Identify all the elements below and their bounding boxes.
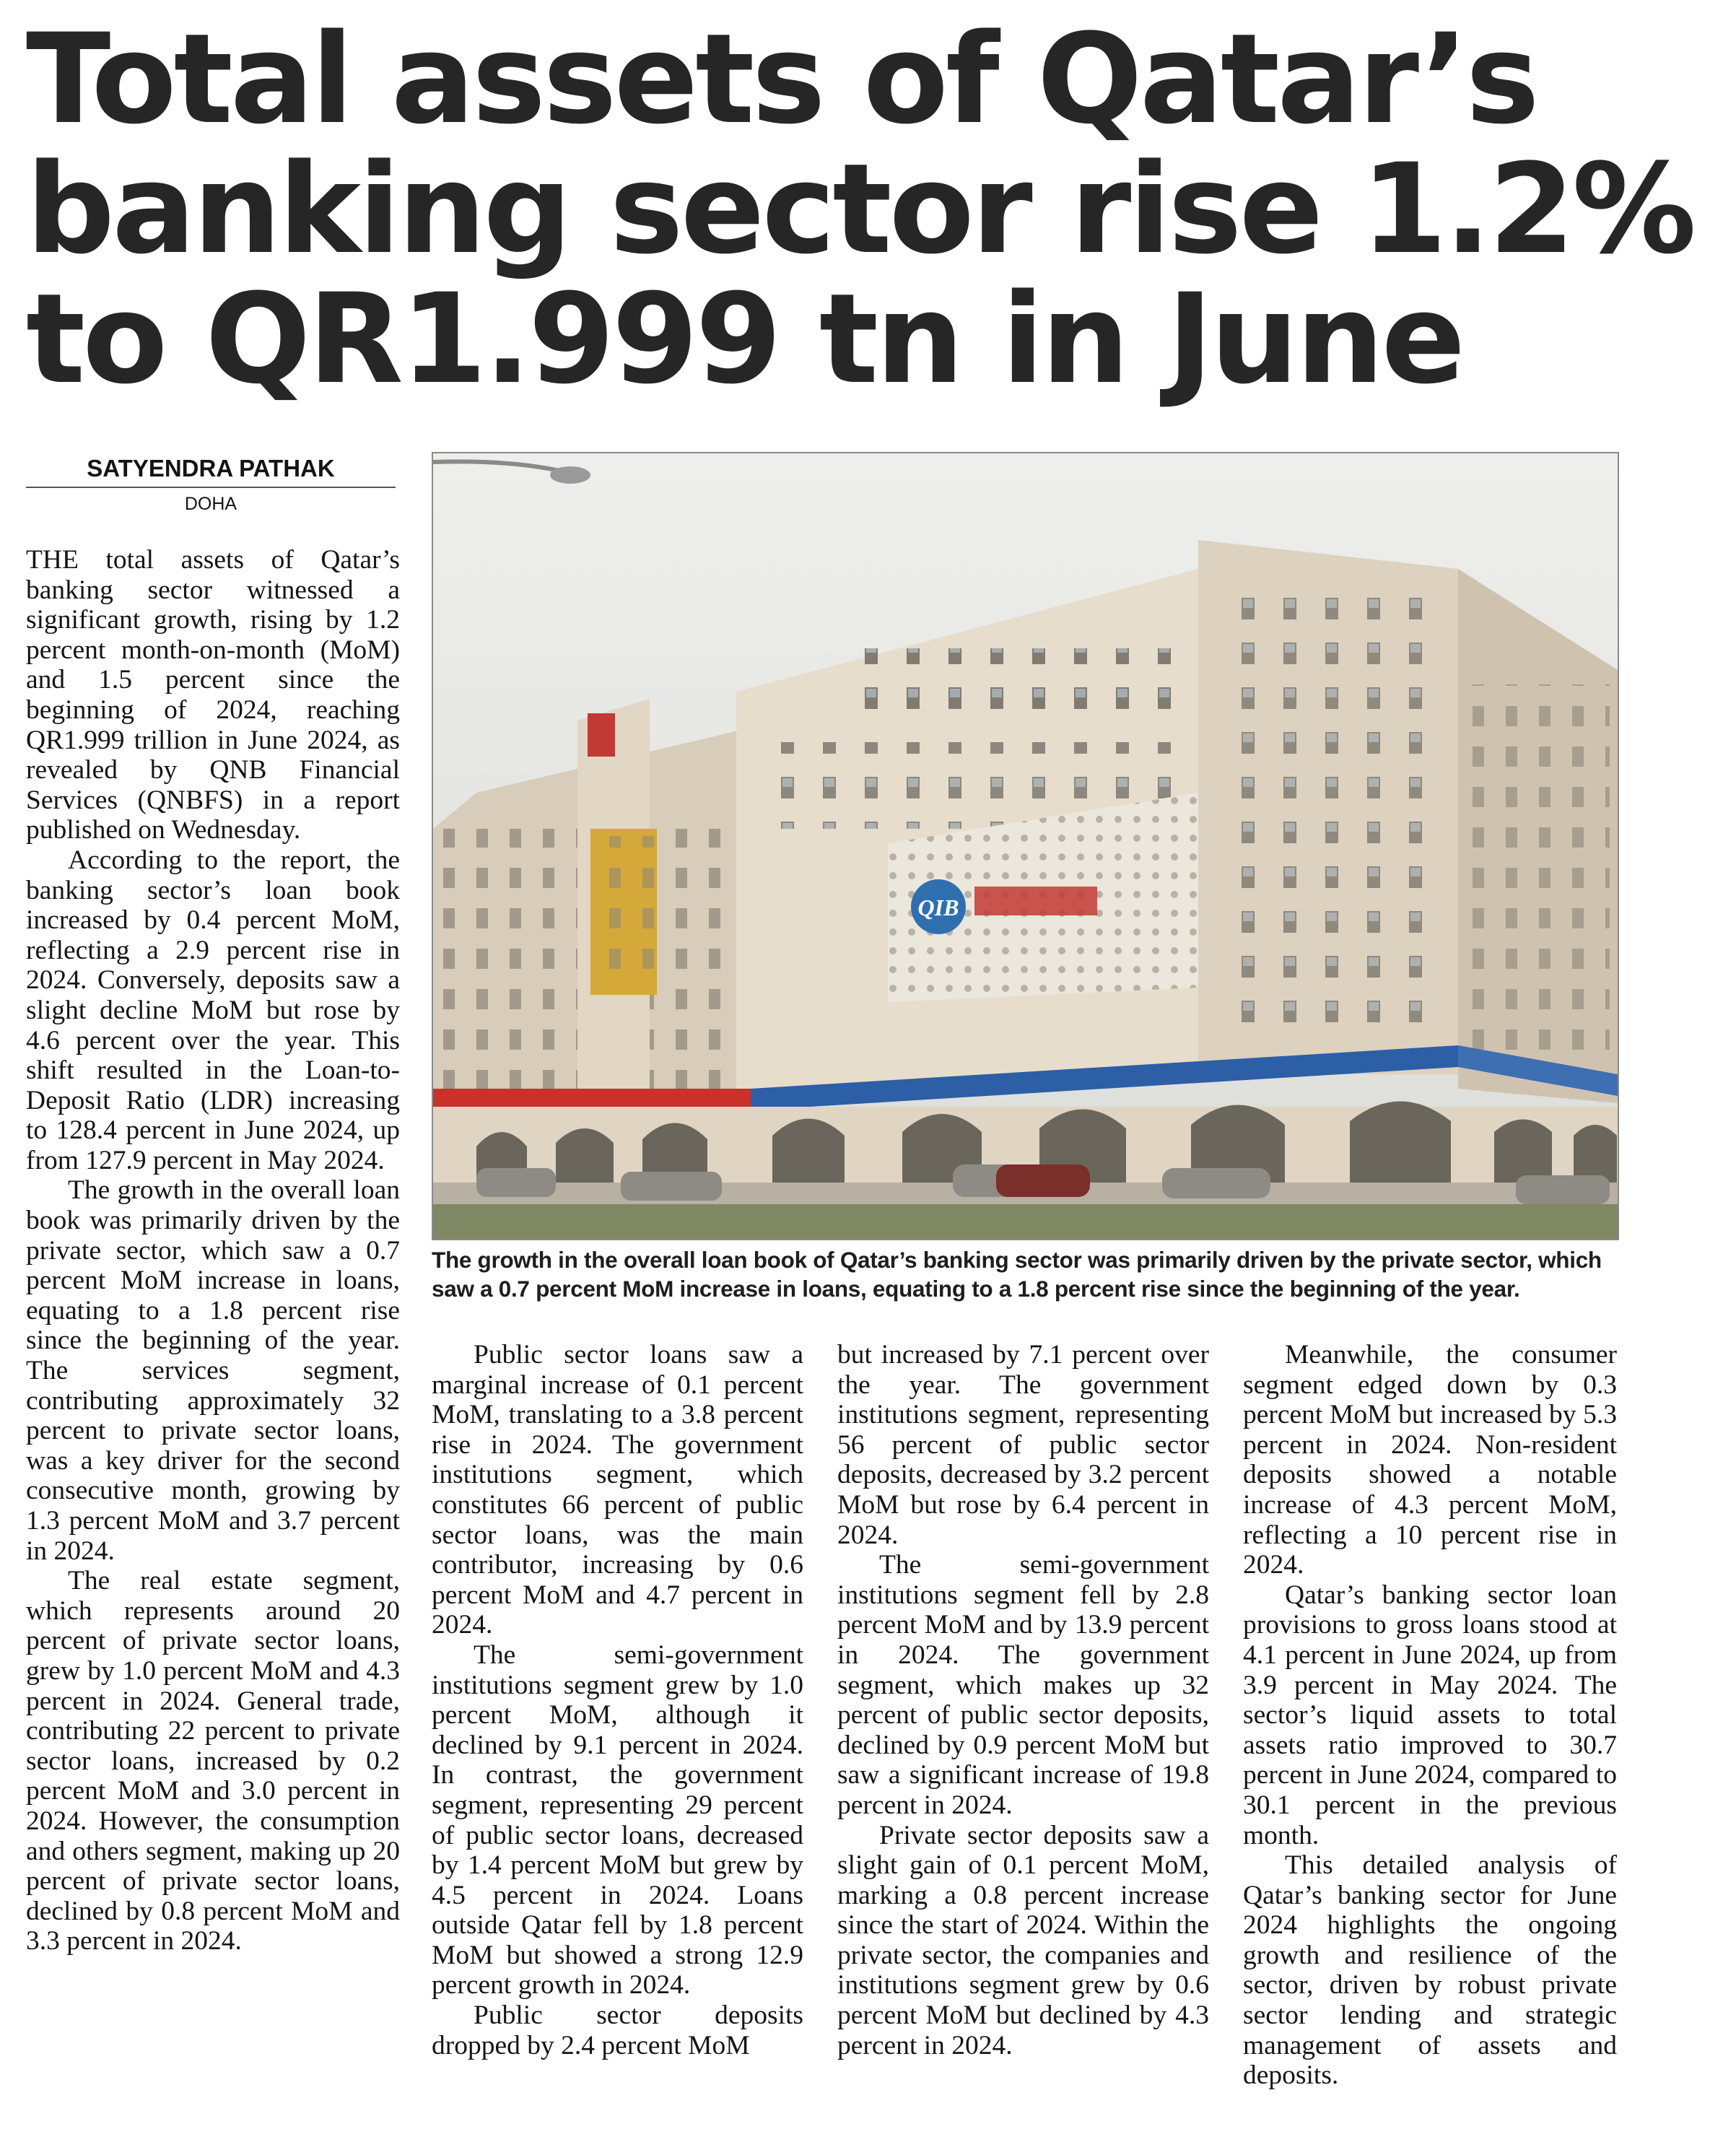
bank-building-photo [432,452,1619,1240]
paragraph: According to the report, the banking sector’s loan book increased by 0.4 percent MoM, reflecting a 2.9 percent rise in 2024. Conversely, deposits saw a slight decline MoM but rose by 4.6 percent over the year. This shift resulted in the Loan-to-Deposit Ratio (LDR) increasing to 128.4 percent in June 2024, up from 127.9 percent in May 2024. [26,845,400,1175]
paragraph: The semi-government institutions segment fell by 2.8 percent MoM and by 13.9 percent in 2024. The government segment, which makes up 32 percent of public sector deposits, declined by 0.9 percent MoM but saw a significant increase of 19.8 percent in 2024. [837,1550,1209,1820]
paragraph: Public sector loans saw a marginal increase of 0.1 percent MoM, translating to a 3.8 percent rise in 2024. The government institutions segment, which constitutes 66 percent of public sector loans, was the main contributor, increasing by 0.6 percent MoM and 4.7 percent in 2024. [432,1340,803,1640]
paragraph: Meanwhile, the consumer segment edged down by 0.3 percent MoM but increased by 5.3 percent in 2024. Non-resident deposits showed a notable increase of 4.3 percent MoM, reflecting a 10 percent rise in 2024. [1243,1340,1617,1580]
paragraph: THE total assets of Qatar’s banking sector witnessed a significant growth, rising by 1.2 percent month-on-month (MoM) and 1.5 percent since the beginning of 2024, reaching QR1.999 trillion in June 2024, as revealed by QNB Financial Services (QNBFS) in a report published on Wednesday. [26,545,400,845]
article-column-1 [26,545,400,1956]
article-column-3 [837,1340,1209,2060]
byline-location: DOHA [184,494,237,514]
byline [26,455,396,515]
paragraph: Private sector deposits saw a slight gain of 0.1 percent MoM, marking a 0.8 percent increase since the start of 2024. Within the private sector, the companies and institutions segment grew by 0.6 percent MoM but declined by 4.3 percent in 2024. [837,1820,1209,2060]
paragraph: This detailed analysis of Qatar’s banking sector for June 2024 highlights the ongoing growth and resilience of the sector, driven by robust private sector lending and strategic management of assets and deposits. [1243,1850,1617,2091]
paragraph: Public sector deposits dropped by 2.4 percent MoM [432,2000,803,2060]
qib-logo-text: QIB [917,894,959,920]
article-column-2 [432,1340,803,2060]
paragraph: The semi-government institutions segment grew by 1.0 percent MoM, although it declined by 9.1 percent in 2024. In contrast, the government segment, representing 29 percent of public sector loans, decreased by 1.4 percent MoM but grew by 4.5 percent in 2024. Loans outside Qatar fell by 1.8 percent MoM but showed a strong 12.9 percent growth in 2024. [432,1640,803,2000]
paragraph: but increased by 7.1 percent over the year. The government institutions segment, representing 56 percent of public sector deposits, decreased by 3.2 percent MoM but rose by 6.4 percent in 2024. [837,1340,1209,1550]
headline: Total assets of Qatar’s banking sector rise 1.2% to QR1.999 tn in June [26,6,1694,412]
article-column-4 [1243,1340,1617,2091]
photo-caption: The growth in the overall loan book of Qatar’s banking sector was primarily driven by the private sector, which saw a 0.7 percent MoM increase in loans, equating to a 1.8 percent rise since the beginning of the year. [432,1247,1602,1302]
paragraph: Qatar’s banking sector loan provisions to gross loans stood at 4.1 percent in June 2024, up from 3.9 percent in May 2024. The sector’s liquid assets to total assets ratio improved to 30.7 percent in June 2024, compared to 30.1 percent in the previous month. [1243,1580,1617,1850]
byline-author: SATYENDRA PATHAK [26,455,396,488]
paragraph: The real estate segment, which represents around 20 percent of private sector loans, grew by 1.0 percent MoM and 4.3 percent in 2024. General trade, contributing 22 percent to private sector loans, increased by 0.2 percent MoM and 3.0 percent in 2024. However, the consumption and others segment, making up 20 percent of private sector loans, declined by 0.8 percent MoM and 3.3 percent in 2024. [26,1566,400,1956]
paragraph: The growth in the overall loan book was primarily driven by the private sector, which saw a 0.7 percent MoM increase in loans, equating to a 1.8 percent rise since the beginning of the year. The services segment, contributing approximately 32 percent to private sector loans, was a key driver for the second consecutive month, growing by 1.3 percent MoM and 3.7 percent in 2024. [26,1175,400,1566]
